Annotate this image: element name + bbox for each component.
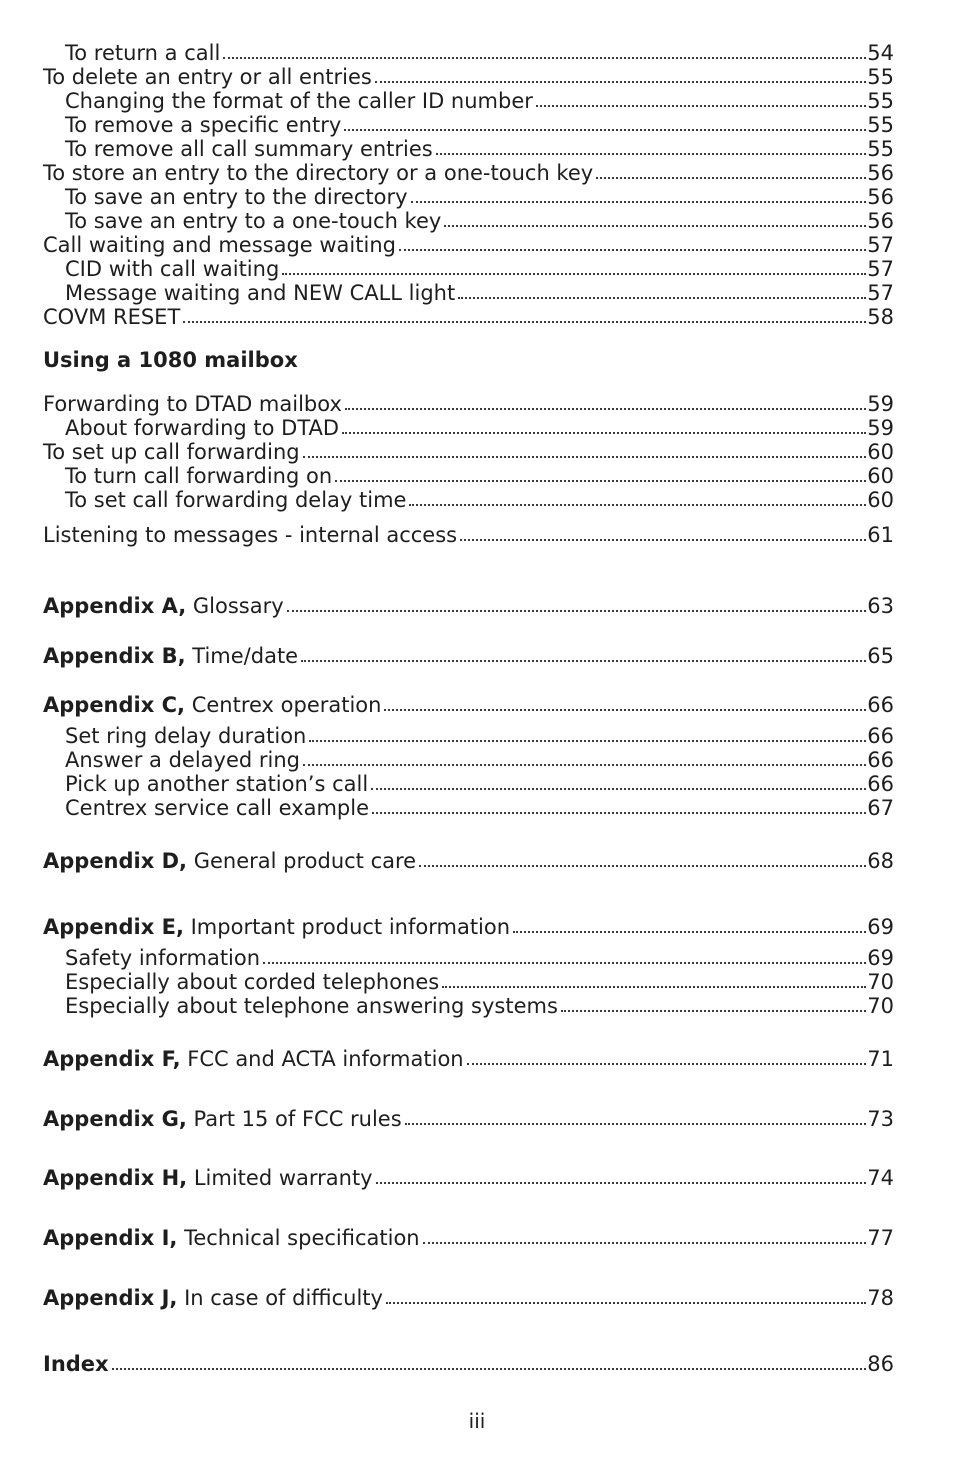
toc-entry [43, 1285, 894, 1311]
toc-entry [43, 1046, 894, 1072]
toc-entry-page: 54 [867, 41, 894, 65]
toc-entry-page: 60 [867, 488, 894, 512]
toc-entry-title [43, 522, 457, 548]
toc-entry-page: 56 [867, 209, 894, 233]
toc-entry-page: 59 [867, 416, 894, 440]
toc-entry-page: 66 [867, 772, 894, 796]
toc-entry-text: To set call forwarding delay time [65, 488, 407, 512]
dot-leader [335, 474, 866, 482]
toc-entry-text: Answer a delayed ring [65, 748, 300, 772]
toc-entry-title [43, 160, 593, 186]
toc-entry [43, 1351, 894, 1377]
toc-entry-title [43, 1106, 402, 1132]
toc-entry-page: 67 [867, 796, 894, 820]
toc-entry-title [65, 945, 260, 971]
toc-entry-title [65, 723, 306, 749]
dot-leader [467, 1057, 867, 1065]
toc-entry-page: 71 [867, 1047, 894, 1071]
toc-entry-page: 78 [867, 1286, 894, 1310]
dot-leader [436, 147, 867, 155]
toc-entry-text: Changing the format of the caller ID number [65, 89, 533, 113]
toc-entry-label: Appendix I, [43, 1226, 178, 1250]
toc-entry-title [65, 136, 433, 162]
toc-entry [43, 692, 894, 718]
toc-entry-title [65, 415, 339, 441]
toc-entry [65, 969, 894, 995]
toc-entry-text: Call waiting and message waiting [43, 233, 396, 257]
toc-entry [65, 112, 894, 138]
toc-entry [65, 487, 894, 513]
toc-entry [43, 1106, 894, 1132]
dot-leader [444, 219, 866, 227]
toc-entry-title [65, 40, 220, 66]
toc-entry-label: Appendix D, [43, 849, 188, 873]
toc-entry-title [43, 914, 510, 940]
toc-entry [65, 40, 894, 66]
toc-entry-text: About forwarding to DTAD [65, 416, 340, 440]
toc-entry-page: 77 [867, 1226, 894, 1250]
toc-entry-text: To save an entry to the directory [65, 185, 408, 209]
dot-leader [309, 734, 866, 742]
toc-entry-label: Appendix C, [43, 693, 185, 717]
toc-entry-page: 57 [867, 281, 894, 305]
toc-entry-text: In case of difficulty [184, 1286, 383, 1310]
toc-entry [65, 747, 894, 773]
dot-leader [342, 426, 866, 434]
dot-leader [376, 1176, 867, 1184]
toc-entry-page: 74 [867, 1166, 894, 1190]
toc-entry [65, 771, 894, 797]
dot-leader [223, 51, 866, 59]
toc-entry [43, 304, 894, 330]
toc-entry-page: 66 [867, 693, 894, 717]
dot-leader [419, 859, 866, 867]
toc-entry-title [65, 280, 455, 306]
dot-leader [183, 315, 866, 323]
toc-entry-label: Appendix E, [43, 915, 184, 939]
dot-leader [345, 402, 866, 410]
toc-entry-title [43, 439, 300, 465]
toc-entry-page: 60 [867, 440, 894, 464]
toc-entry-title [65, 463, 332, 489]
toc-entry-text: Especially about telephone answering systems [65, 994, 558, 1018]
dot-leader [371, 782, 866, 790]
toc-entry-page: 60 [867, 464, 894, 488]
dot-leader [303, 450, 867, 458]
toc-entry-page: 66 [867, 748, 894, 772]
toc-entry-text: Message waiting and NEW CALL light [65, 281, 456, 305]
toc-entry-text: Important product information [190, 915, 511, 939]
toc-entry-page: 69 [867, 915, 894, 939]
toc-entry-text: COVM RESET [43, 305, 181, 329]
dot-leader [596, 171, 866, 179]
toc-entry-text: Pick up another station’s call [65, 772, 369, 796]
dot-leader [282, 267, 866, 275]
toc-entry-text: General product care [193, 849, 417, 873]
dot-leader [303, 758, 866, 766]
dot-leader [409, 498, 866, 506]
toc-entry-title [65, 112, 341, 138]
toc-entry-text: To remove all call summary entries [65, 137, 433, 161]
toc-entry-title [43, 304, 180, 330]
toc-entry [43, 1165, 894, 1191]
toc-entry-text: To set up call forwarding [43, 440, 300, 464]
toc-entry-text: Time/date [192, 644, 299, 668]
toc-entry-page: 70 [867, 994, 894, 1018]
toc-entry-title [43, 1046, 464, 1072]
toc-entry [65, 993, 894, 1019]
toc-entry-title [43, 1351, 109, 1377]
toc-entry-page: 70 [867, 970, 894, 994]
toc-entry [65, 723, 894, 749]
toc-entry-page: 55 [867, 113, 894, 137]
toc-entry [65, 463, 894, 489]
toc-entry-title [65, 771, 368, 797]
toc-entry-page: 69 [867, 946, 894, 970]
toc-entry-text: FCC and ACTA information [187, 1047, 464, 1071]
toc-entry [43, 439, 894, 465]
toc-entry-text: Centrex service call example [65, 796, 369, 820]
dot-leader [423, 1236, 867, 1244]
toc-entry-page: 58 [867, 305, 894, 329]
toc-entry-text: Listening to messages - internal access [43, 523, 458, 547]
toc-entry [65, 415, 894, 441]
toc-entry-text: Part 15 of FCC rules [193, 1107, 402, 1131]
toc-entry-text: Technical specification [184, 1226, 420, 1250]
toc-entry-page: 65 [867, 644, 894, 668]
toc-entry-text: To store an entry to the directory or a one-touch key [43, 161, 594, 185]
dot-leader [287, 604, 867, 612]
toc-entry-page: 86 [867, 1352, 894, 1376]
toc-entry-title [43, 391, 342, 417]
toc-entry-label: Appendix F, [43, 1047, 181, 1071]
toc-entry-title [43, 1225, 420, 1251]
toc-entry-text: CID with call waiting [65, 257, 280, 281]
toc-entry-label: Appendix B, [43, 644, 186, 668]
toc-entry-text: Set ring delay duration [65, 724, 307, 748]
toc-entry-text: To return a call [65, 41, 221, 65]
toc-entry-label: Appendix J, [43, 1286, 178, 1310]
dot-leader [112, 1362, 867, 1370]
dot-leader [344, 123, 866, 131]
toc-entry-page: 56 [867, 185, 894, 209]
toc-entry-text: To remove a specific entry [65, 113, 342, 137]
toc-entry-page: 57 [867, 257, 894, 281]
toc-entry-title [65, 747, 300, 773]
dot-leader [460, 533, 866, 541]
toc-entry [43, 593, 894, 619]
dot-leader [513, 925, 866, 933]
toc-entry-title [43, 692, 381, 718]
toc-entry [43, 914, 894, 940]
toc-entry [65, 208, 894, 234]
toc-entry-text: Forwarding to DTAD mailbox [43, 392, 342, 416]
dot-leader [536, 99, 866, 107]
toc-entry [65, 256, 894, 282]
toc-entry-page: 73 [867, 1107, 894, 1131]
toc-entry [43, 643, 894, 669]
toc-entry [65, 136, 894, 162]
section-heading: Using a 1080 mailbox [43, 348, 298, 372]
toc-entry [43, 848, 894, 874]
dot-leader [442, 980, 866, 988]
toc-entry-title [43, 232, 396, 258]
dot-leader [561, 1004, 866, 1012]
toc-entry-title [43, 643, 298, 669]
toc-entry-page: 57 [867, 233, 894, 257]
toc-entry-title [65, 969, 439, 995]
toc-entry-label: Appendix A, [43, 594, 187, 618]
toc-entry [65, 945, 894, 971]
dot-leader [384, 703, 866, 711]
dot-leader [263, 956, 866, 964]
toc-entry-text: Glossary [192, 594, 284, 618]
toc-entry [43, 391, 894, 417]
toc-entry-text: Safety information [65, 946, 261, 970]
toc-entry [65, 280, 894, 306]
toc-entry-page: 66 [867, 724, 894, 748]
toc-entry-text: Limited warranty [193, 1166, 373, 1190]
toc-entry [43, 232, 894, 258]
toc-entry-title [65, 184, 408, 210]
toc-entry-title [65, 993, 558, 1019]
toc-entry-text: To turn call forwarding on [65, 464, 333, 488]
toc-entry-page: 61 [867, 523, 894, 547]
toc-entry-label: Index [43, 1352, 109, 1376]
toc-entry [43, 160, 894, 186]
toc-entry-page: 59 [867, 392, 894, 416]
toc-entry-title [43, 593, 284, 619]
toc-entry-text: To delete an entry or all entries [43, 65, 372, 89]
dot-leader [386, 1296, 866, 1304]
toc-entry-page: 55 [867, 89, 894, 113]
toc-entry-title [43, 1165, 373, 1191]
toc-entry-page: 56 [867, 161, 894, 185]
toc-entry [65, 88, 894, 114]
toc-entry [65, 184, 894, 210]
dot-leader [405, 1117, 867, 1125]
toc-entry-title [65, 88, 533, 114]
toc-entry-page: 68 [867, 849, 894, 873]
toc-entry-text: Especially about corded telephones [65, 970, 440, 994]
dot-leader [458, 291, 866, 299]
toc-entry-page: 55 [867, 65, 894, 89]
toc-entry-title [65, 208, 441, 234]
toc-entry-title [43, 1285, 383, 1311]
dot-leader [301, 654, 866, 662]
toc-entry-label: Appendix G, [43, 1107, 187, 1131]
toc-entry-label: Appendix H, [43, 1166, 188, 1190]
toc-entry-title [65, 795, 369, 821]
dot-leader [372, 806, 866, 814]
toc-entry-text: Centrex operation [191, 693, 382, 717]
page-number: iii [468, 1409, 486, 1433]
toc-entry-page: 63 [867, 594, 894, 618]
toc-entry [43, 64, 894, 90]
dot-leader [411, 195, 867, 203]
toc-entry [43, 1225, 894, 1251]
dot-leader [399, 243, 866, 251]
toc-entry [65, 795, 894, 821]
toc-entry-title [43, 64, 372, 90]
toc-entry-page: 55 [867, 137, 894, 161]
toc-entry-title [65, 256, 279, 282]
dot-leader [375, 75, 866, 83]
toc-entry [43, 522, 894, 548]
toc-entry-title [65, 487, 406, 513]
toc-entry-title [43, 848, 416, 874]
toc-entry-text: To save an entry to a one-touch key [65, 209, 442, 233]
